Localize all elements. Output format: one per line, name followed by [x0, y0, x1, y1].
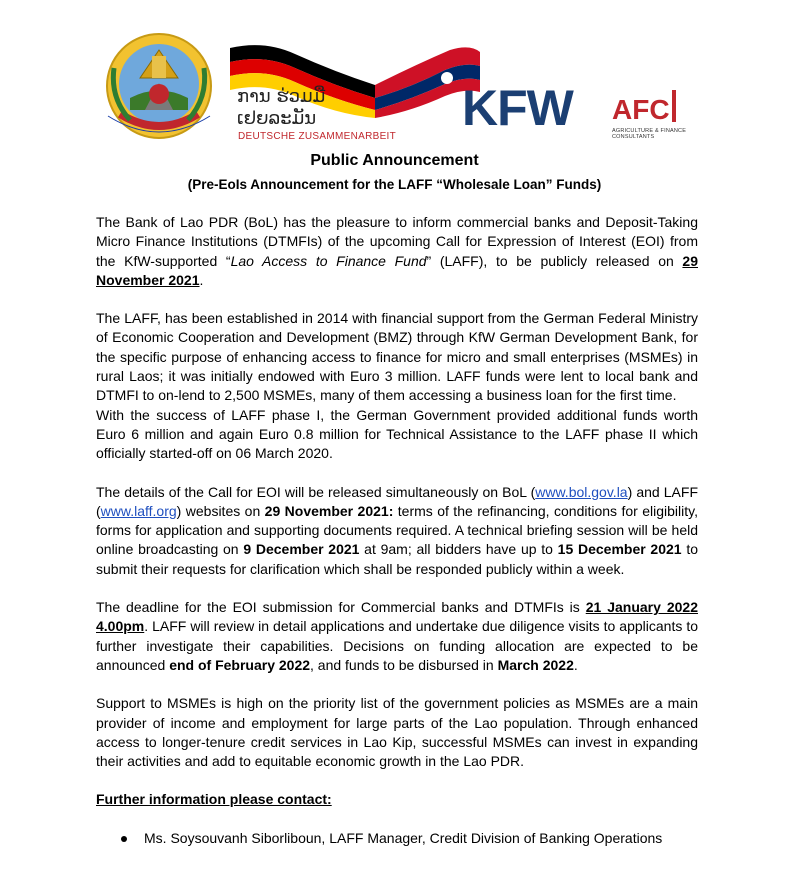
paragraph-support: Support to MSMEs is high on the priority list of the government policies as MSMEs are a main provider of income and employment for large parts of the Lao population. Through enhanced access to longer-tenure credit services in Lao Kip, successful MSMEs can invest in expanding their activities and add to equitable economic growth in the Lao PDR. — [96, 695, 698, 770]
paragraph-details — [96, 483, 698, 579]
text: ) and LAFF ( — [96, 483, 698, 519]
text: The details of the Call for EOI will be released simultaneously on BoL ( — [96, 483, 536, 500]
text: at 9am; all bidders have up to — [359, 541, 558, 558]
kfw-logo: KFW — [462, 80, 573, 136]
laff-website-link[interactable]: www.laff.org — [100, 502, 177, 519]
contact-list — [96, 829, 698, 848]
announcement-body — [96, 213, 698, 848]
text: , and funds to be disbursed in — [310, 656, 498, 673]
afc-name: AFC — [612, 94, 670, 125]
giz-german-text: DEUTSCHE ZUSAMMENARBEIT — [238, 131, 397, 142]
bol-website-link[interactable]: www.bol.gov.la — [535, 483, 628, 500]
lao-emblem-logo — [100, 28, 218, 146]
fund-name: Lao Access to Finance Fund — [230, 252, 427, 269]
afc-sub-line2: CONSULTANTS — [612, 134, 655, 141]
text: The Bank of Lao PDR (BoL) has the pleasure to inform commercial banks and Deposit-Taking Micro Finance Institutions (DTMFIs) of the upcoming Call for Expression of Interest (EOI) from the KfW-supported “ — [96, 214, 698, 269]
text: to submit their requests for clarification which shall be responded publicly within a week. — [96, 541, 698, 577]
logo-bar — [0, 28, 789, 142]
text: ) websites on — [176, 502, 265, 519]
decision-date: end of February 2022 — [169, 656, 311, 673]
giz-lao-line2: ເຢຍລະມັນ — [237, 108, 317, 129]
deadline-date: 21 January 2022 4.00pm — [96, 599, 698, 635]
text: terms of the refinancing, conditions for eligibility, forms for application and supporting documents required. A technical briefing session will be held online broadcasting on — [96, 502, 698, 558]
text: . LAFF will review in detail applications and undertake due diligence visits to applicants to further investigate their capabilities. Decisions on funding allocation are expected to be announced — [96, 618, 698, 673]
afc-logo — [612, 90, 692, 150]
clarification-date: 15 December 2021 — [557, 541, 682, 558]
release-date: 29 November 2021 — [96, 252, 698, 288]
page-subtitle: (Pre-EoIs Announcement for the LAFF “Wholesale Loan” Funds) — [187, 177, 602, 192]
page-title: Public Announcement — [310, 152, 479, 169]
text: ” (LAFF), to be publicly released on — [426, 252, 683, 269]
paragraph-deadline — [96, 598, 698, 675]
afc-bar-icon — [672, 90, 676, 122]
afc-sub — [612, 128, 692, 141]
afc-sub-line1: AGRICULTURE & FINANCE — [612, 128, 687, 134]
disbursement-date: March 2022 — [497, 656, 574, 673]
text: . — [573, 656, 578, 673]
paragraph-phase2: With the success of LAFF phase I, the German Government provided additional funds worth Euro 6 million and again Euro 0.8 million for Technical Assistance to the LAFF phase II which officially started-off on 06 March 2020. — [96, 406, 698, 462]
text: . — [199, 271, 204, 288]
paragraph-background: The LAFF, has been established in 2014 with financial support from the German Federal Ministry of Economic Cooperation and Development (BMZ) through KfW German Development Bank, for the specific purpose of enhancing access to finance for micro and small enterprises (MSMEs) in rural Laos; it was initially endowed with Euro 3 million. LAFF funds were lent to local bank and DTMFI to on-lend to 2,500 MSMEs, many of them accessing a business loan for the first time. — [96, 310, 698, 404]
contact-item: Ms. Soysouvanh Siborliboun, LAFF Manager, Credit Division of Banking Operations — [118, 829, 698, 848]
paragraph-intro — [96, 213, 698, 290]
giz-lao-line1: ການ ຮ່ວມມື — [237, 86, 326, 107]
contact-heading: Further information please contact: — [96, 791, 332, 808]
text: The deadline for the EOI submission for Commercial banks and DTMFIs is — [96, 599, 586, 616]
briefing-date: 9 December 2021 — [243, 541, 360, 558]
release-date: 29 November 2021: — [264, 502, 394, 519]
